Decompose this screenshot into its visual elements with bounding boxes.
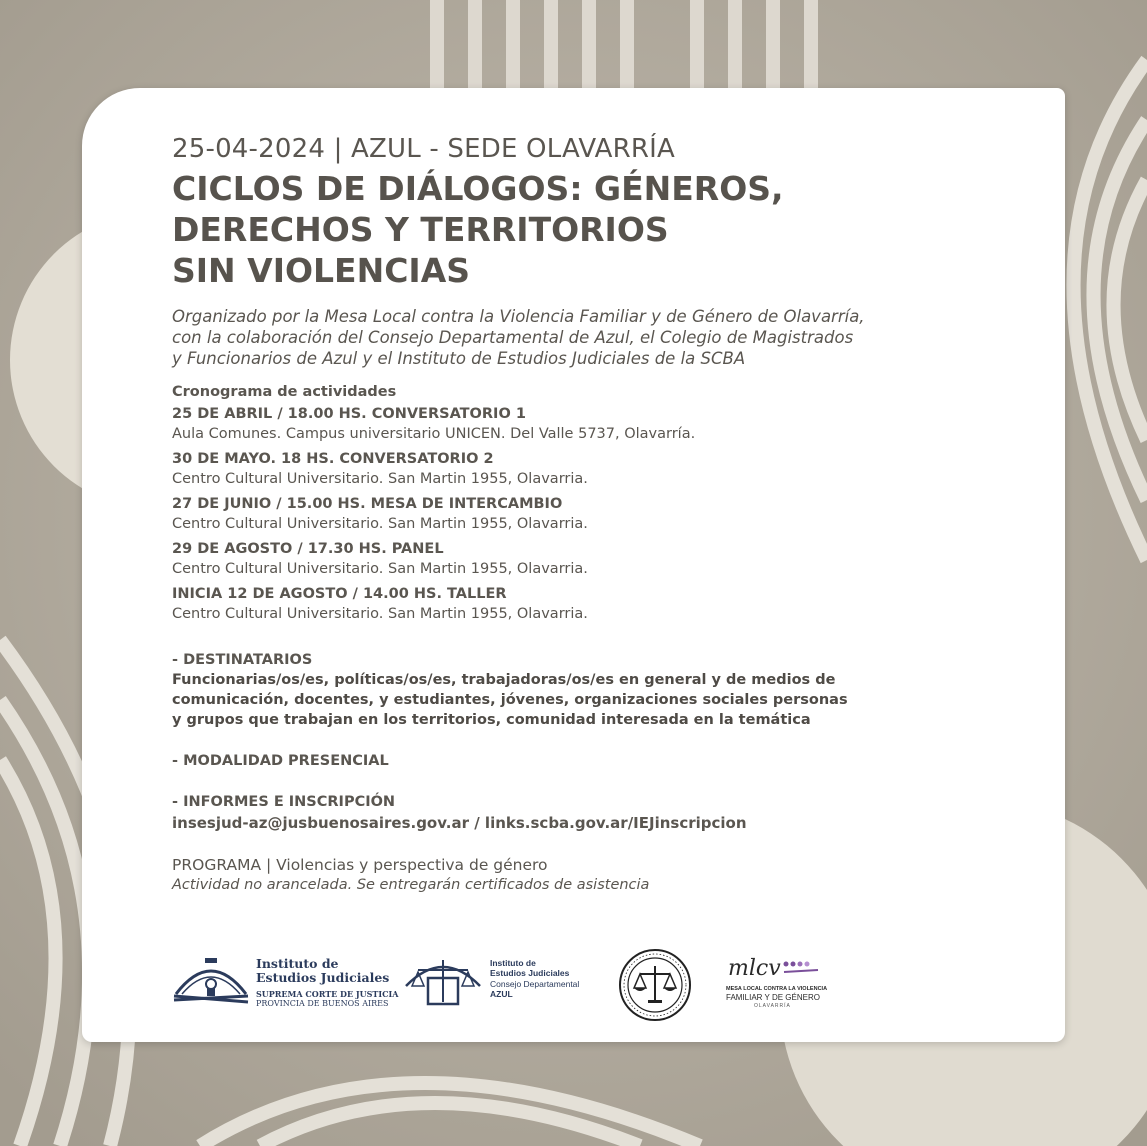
schedule-title: Cronograma de actividades [172,384,397,400]
card-content [172,132,1032,895]
modalidad-title: - MODALIDAD PRESENCIAL [172,753,389,769]
schedule-event [172,449,1032,489]
schedule-event [172,584,1032,624]
event-place: Centro Cultural Universitario. San Martin 1955, Olavarria. [172,561,588,577]
informes-section [172,792,1032,834]
organizer-line: y Funcionarios de Azul y el Instituto de Estudios Judiciales de la SCBA [172,349,746,368]
iej-scba-line2: Estudios Judiciales [256,970,390,985]
contact-link[interactable]: insesjud-az@jusbuenosaires.gov.ar / links.scba.gov.ar/IEJinscripcion [172,814,747,832]
colegio-seal-logo [618,948,692,1022]
iej-azul-line1: Instituto de [490,958,536,968]
event-head: INICIA 12 DE AGOSTO / 14.00 HS. TALLER [172,586,507,602]
informes-title: - INFORMES E INSCRIPCIÓN [172,794,396,810]
scales-building-icon [404,956,482,1008]
event-place: Centro Cultural Universitario. San Martin 1955, Olavarria. [172,471,588,487]
iej-scba-line4: PROVINCIA DE BUENOS AIRES [256,999,389,1008]
dots-icon [782,960,822,976]
title-line: CICLOS DE DIÁLOGOS: GÉNEROS, [172,169,784,208]
programa-text: PROGRAMA | Violencias y perspectiva de género [172,856,548,874]
iej-scba-line1: Instituto de [256,956,339,971]
page-title [172,168,1032,291]
scales-seal-icon [618,948,692,1022]
date-location: 25-04-2024 | AZUL - SEDE OLAVARRÍA [172,134,676,164]
note-text: Actividad no arancelada. Se entregarán certificados de asistencia [172,877,650,893]
title-line: DERECHOS Y TERRITORIOS [172,210,669,249]
iej-azul-line2: Estudios Judiciales [490,968,570,978]
mlcv-line3: OLAVARRÍA [754,1003,791,1009]
event-head: 25 DE ABRIL / 18.00 HS. CONVERSATORIO 1 [172,406,526,422]
iej-scba-logo [172,954,399,1014]
iej-azul-logo [404,956,604,1012]
schedule-event [172,404,1032,444]
destinatarios-line: Funcionarias/os/es, políticas/os/es, trabajadoras/os/es en general y de medios de [172,672,836,688]
organizer-line: con la colaboración del Consejo Departamental de Azul, el Colegio de Magistrados [172,328,854,347]
mlcv-logo [724,956,844,1016]
event-place: Centro Cultural Universitario. San Martin 1955, Olavarria. [172,606,588,622]
event-place: Aula Comunes. Campus universitario UNICEN. Del Valle 5737, Olavarría. [172,426,696,442]
mlcv-line1: MESA LOCAL CONTRA LA VIOLENCIA [726,986,828,992]
event-head: 29 DE AGOSTO / 17.30 HS. PANEL [172,541,444,557]
event-head: 30 DE MAYO. 18 HS. CONVERSATORIO 2 [172,451,494,467]
destinatarios-line: y grupos que trabajan en los territorios, comunidad interesada en la temática [172,712,811,728]
title-line: SIN VIOLENCIAS [172,251,471,290]
event-head: 27 DE JUNIO / 15.00 HS. MESA DE INTERCAMBIO [172,496,563,512]
organizer-line: Organizado por la Mesa Local contra la Violencia Familiar y de Género de Olavarría, [172,307,865,326]
schedule-event [172,539,1032,579]
logo-strip [172,948,1032,1028]
mlcv-mark: mlcv [728,956,781,981]
organizer-text [172,306,1032,369]
event-place: Centro Cultural Universitario. San Martin 1955, Olavarria. [172,516,588,532]
mlcv-line2: FAMILIAR Y DE GÉNERO [726,993,820,1002]
destinatarios-section [172,650,1032,730]
iej-scba-line3: SUPREMA CORTE DE JUSTICIA [256,989,399,999]
iej-azul-line3: Consejo Departamental [490,979,580,989]
iej-azul-line4: AZUL [490,989,513,999]
schedule-event [172,494,1032,534]
destinatarios-title: - DESTINATARIOS [172,652,313,668]
destinatarios-text [172,670,1032,730]
courthouse-icon [172,954,250,1010]
info-card [82,88,1065,1042]
destinatarios-line: comunicación, docentes, y estudiantes, jóvenes, organizaciones sociales personas [172,692,848,708]
